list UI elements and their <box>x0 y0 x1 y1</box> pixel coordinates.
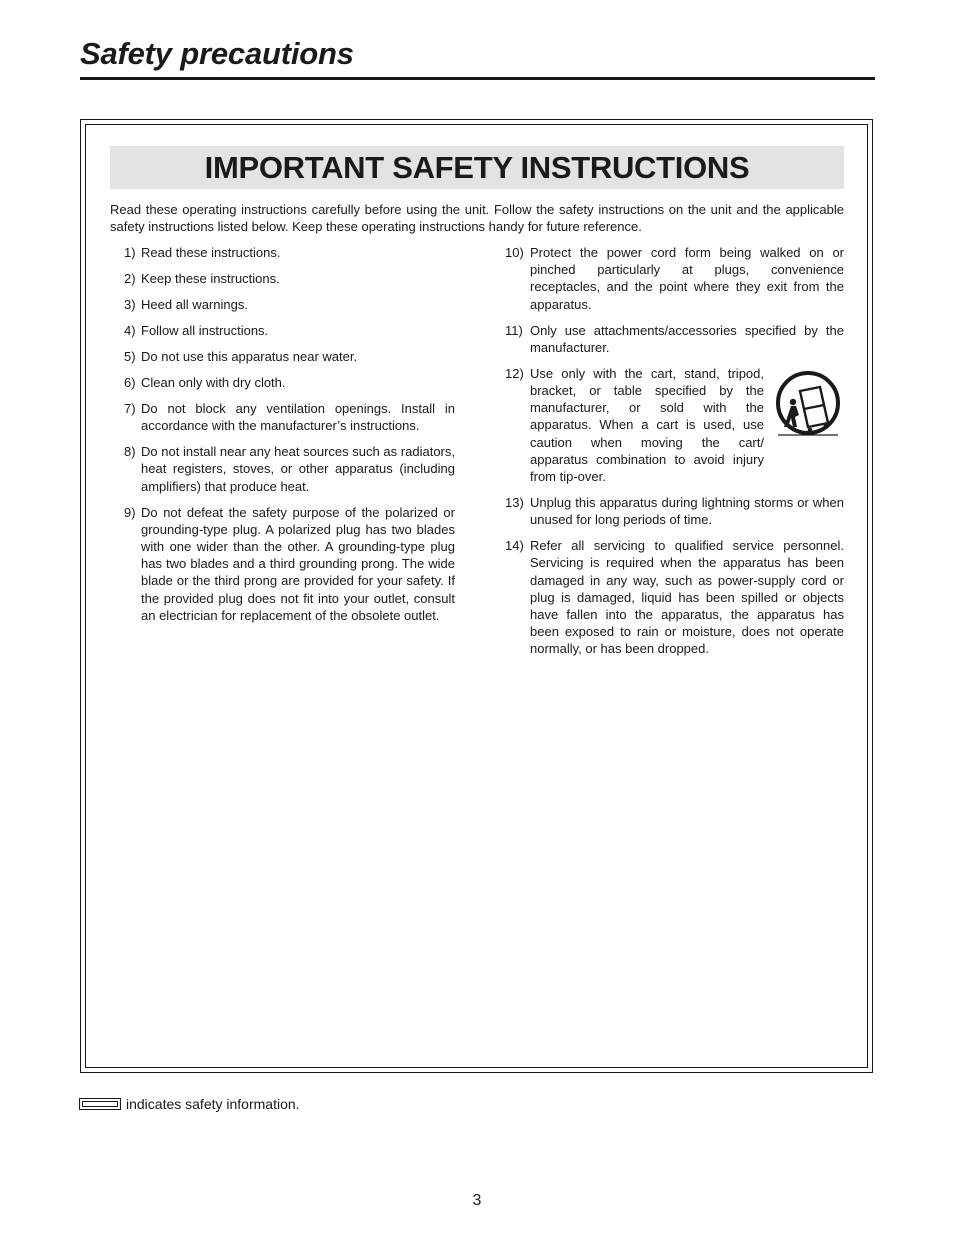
list-item <box>502 537 844 657</box>
list-item <box>120 270 455 287</box>
title-rule <box>80 77 875 80</box>
intro-paragraph: Read these operating instructions carefully before using the unit. Follow the safety instructions on the unit and the applicable safety instructions listed below. Keep these operating instructions handy for future reference. <box>110 202 844 235</box>
item-number: 5) <box>124 349 136 364</box>
page-number: 3 <box>472 1192 482 1209</box>
list-item <box>120 348 455 365</box>
item-text: Do not defeat the safety purpose of the polarized or grounding-type plug. A polarized plug has two blades with one wider than the other. A grounding-type plug has two blades and a third grounding prong. The wide blade or the third prong are provided for your safety. If the provided plug does not fit into your outlet, consult an electrician for replacement of the obsolete outlet. <box>141 504 455 623</box>
item-number: 6) <box>124 375 136 390</box>
item-text: Do not install near any heat sources such as radiators, heat registers, stoves, or other apparatus (including amplifiers) that produce heat. <box>141 444 455 494</box>
list-item <box>120 504 455 624</box>
instructions-left-column <box>120 244 455 633</box>
item-number: 3) <box>124 297 136 312</box>
item-number: 2) <box>124 271 136 286</box>
banner-title: IMPORTANT SAFETY INSTRUCTIONS <box>204 149 750 185</box>
list-item <box>120 322 455 339</box>
item-text: Refer all servicing to qualified service personnel. Servicing is required when the apparatus has been damaged in any way, such as power-supply cord or plug is damaged, liquid has been spilled or objects have fallen into the apparatus, the apparatus has been exposed to rain or moisture, does not operate normally, or has been dropped. <box>530 538 844 657</box>
safety-banner <box>110 146 844 189</box>
item-text: Use only with the cart, stand, tripod, bracket, or table specified by the manufacturer, or sold with the apparatus. When a cart is used, use caution when moving the cart/ apparatus combination to avoid injury from tip-over. <box>530 365 764 485</box>
list-item <box>502 244 844 313</box>
list-item <box>502 322 844 356</box>
list-item <box>120 296 455 313</box>
item-number: 11) <box>505 322 523 338</box>
item-number: 10) <box>505 245 524 260</box>
item-text: Clean only with dry cloth. <box>141 375 286 390</box>
safety-info-note: indicates safety information. <box>126 1096 300 1112</box>
item-number: 9) <box>124 504 136 520</box>
item-number: 14) <box>505 538 524 554</box>
item-text: Protect the power cord form being walked on or pinched particularly at plugs, convenience receptacles, and the point where they exit from the apparatus. <box>530 245 844 312</box>
item-text: Unplug this apparatus during lightning storms or when unused for long periods of time. <box>530 495 844 528</box>
item-number: 4) <box>124 323 136 338</box>
list-item <box>120 443 455 495</box>
safety-info-box-icon <box>79 1098 121 1110</box>
item-text: Read these instructions. <box>141 245 281 260</box>
item-number: 12) <box>505 365 524 381</box>
list-item <box>120 400 455 434</box>
item-number: 7) <box>124 401 136 416</box>
list-item <box>120 374 455 391</box>
item-number: 1) <box>124 245 136 260</box>
instructions-right-column <box>502 244 844 666</box>
safety-info-legend <box>79 1096 300 1112</box>
item-number: 8) <box>124 444 136 460</box>
item-text: Heed all warnings. <box>141 297 248 312</box>
item-text: Only use attachments/accessories specified by the manufacturer. <box>530 322 844 355</box>
item-text: Do not use this apparatus near water. <box>141 349 358 364</box>
cart-tip-over-warning-icon <box>772 369 844 441</box>
item-text: Follow all instructions. <box>141 323 269 338</box>
list-item <box>502 494 844 528</box>
list-item <box>120 244 455 261</box>
item-text: Do not block any ventilation openings. Install in accordance with the manufacturer’s instructions. <box>141 401 455 434</box>
page-title: Safety precautions <box>80 36 354 71</box>
item-number: 13) <box>505 495 524 511</box>
item-text: Keep these instructions. <box>141 271 280 286</box>
